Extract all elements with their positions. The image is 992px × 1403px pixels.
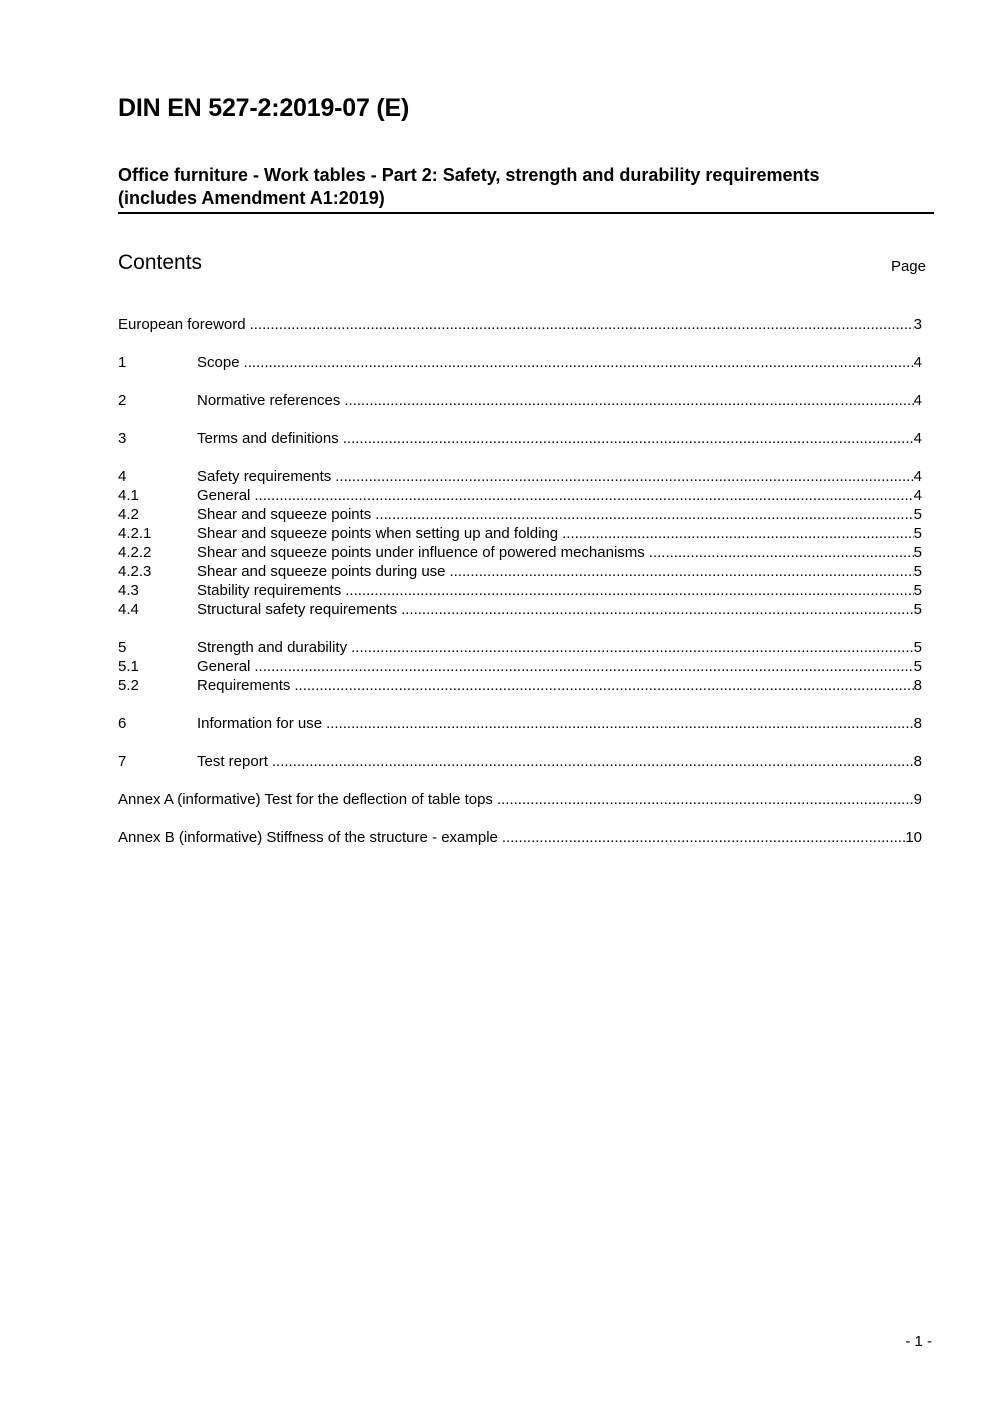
toc-entry[interactable] <box>118 524 922 543</box>
toc-leader-dots <box>254 486 913 505</box>
toc-entry-number: 4.2.3 <box>118 563 152 580</box>
toc-leader-dots <box>401 600 914 619</box>
toc-entry-label: Normative references <box>197 392 341 409</box>
toc-entry-page: 5 <box>913 544 922 561</box>
toc-entry[interactable] <box>118 638 922 657</box>
toc-entry-label: General <box>197 658 251 675</box>
toc-leader-dots <box>345 581 913 600</box>
toc-entry-number: 5.1 <box>118 658 139 675</box>
toc-leader-dots <box>335 467 913 486</box>
toc-entry-label: Stability requirements <box>197 582 342 599</box>
toc-entry[interactable] <box>118 676 922 695</box>
toc-leader-dots <box>351 638 914 657</box>
toc-leader-dots <box>326 714 914 733</box>
toc-entry[interactable] <box>118 353 922 372</box>
toc-entry-label: Annex B (informative) Stiffness of the structure - example <box>118 829 498 846</box>
toc-entry[interactable] <box>118 543 922 562</box>
toc-entry-number: 4.4 <box>118 601 139 618</box>
toc-entry-page: 5 <box>913 639 922 656</box>
toc-entry[interactable] <box>118 657 922 676</box>
toc-entry-label: Annex A (informative) Test for the deflection of table tops <box>118 791 493 808</box>
toc-entry-number: 4 <box>118 468 127 485</box>
toc-leader-dots <box>502 828 905 847</box>
toc-entry-number: 7 <box>118 753 127 770</box>
toc-entry-page: 5 <box>913 525 922 542</box>
toc-entry-page: 4 <box>913 468 922 485</box>
toc-leader-dots <box>344 391 913 410</box>
toc-leader-dots <box>450 562 914 581</box>
toc-entry-number: 4.2.1 <box>118 525 152 542</box>
toc-entry-number: 5.2 <box>118 677 139 694</box>
toc-entry-number: 4.2 <box>118 506 139 523</box>
toc-entry-number: 4.1 <box>118 487 139 504</box>
toc-entry-label: Terms and definitions <box>197 430 339 447</box>
toc-entry-label: Shear and squeeze points <box>197 506 372 523</box>
toc-leader-dots <box>343 429 914 448</box>
document-title <box>118 164 934 214</box>
table-of-contents <box>118 315 922 847</box>
toc-entry[interactable] <box>118 752 922 771</box>
toc-entry-label: Shear and squeeze points under influence of powered mechanisms <box>197 544 645 561</box>
toc-entry-label: Test report <box>197 753 268 770</box>
toc-entry-label: Strength and durability <box>197 639 348 656</box>
toc-entry-label: General <box>197 487 251 504</box>
toc-entry-label: Structural safety requirements <box>197 601 398 618</box>
toc-entry[interactable] <box>118 562 922 581</box>
toc-entry-number: 2 <box>118 392 127 409</box>
page-column-heading: Page <box>890 258 926 275</box>
toc-entry-page: 8 <box>913 677 922 694</box>
toc-entry-page: 8 <box>913 753 922 770</box>
toc-entry-number: 4.3 <box>118 582 139 599</box>
toc-entry[interactable] <box>118 467 922 486</box>
toc-entry-page: 5 <box>913 601 922 618</box>
toc-leader-dots <box>294 676 913 695</box>
toc-leader-dots <box>562 524 914 543</box>
toc-entry[interactable] <box>118 429 922 448</box>
toc-entry-label: Requirements <box>197 677 291 694</box>
toc-entry-number: 5 <box>118 639 127 656</box>
toc-entry-page: 10 <box>905 829 922 846</box>
toc-entry-page: 4 <box>913 487 922 504</box>
toc-entry-label: Shear and squeeze points when setting up and folding <box>197 525 559 542</box>
toc-entry-page: 5 <box>913 563 922 580</box>
toc-entry-page: 5 <box>913 506 922 523</box>
toc-entry-number: 3 <box>118 430 127 447</box>
toc-entry[interactable] <box>118 486 922 505</box>
toc-entry-page: 3 <box>913 316 922 333</box>
page-number: - 1 - <box>905 1333 932 1350</box>
contents-heading: Contents <box>118 251 203 274</box>
toc-entry[interactable] <box>118 600 922 619</box>
toc-entry-page: 8 <box>913 715 922 732</box>
toc-leader-dots <box>244 353 914 372</box>
toc-entry-label: Shear and squeeze points during use <box>197 563 446 580</box>
document-title-line-1: Office furniture - Work tables - Part 2: Safety, strength and durability requirements <box>118 165 820 185</box>
toc-entry-page: 4 <box>913 354 922 371</box>
toc-leader-dots <box>254 657 913 676</box>
toc-entry[interactable] <box>118 391 922 410</box>
toc-entry-number: 4.2.2 <box>118 544 152 561</box>
toc-entry[interactable] <box>118 315 922 334</box>
toc-leader-dots <box>497 790 914 809</box>
toc-entry-number: 6 <box>118 715 127 732</box>
toc-entry-page: 4 <box>913 430 922 447</box>
toc-leader-dots <box>250 315 914 334</box>
toc-entry[interactable] <box>118 828 922 847</box>
toc-entry-page: 5 <box>913 658 922 675</box>
toc-entry[interactable] <box>118 714 922 733</box>
toc-entry[interactable] <box>118 790 922 809</box>
toc-entry-page: 5 <box>913 582 922 599</box>
toc-entry-page: 9 <box>913 791 922 808</box>
toc-entry-label: Information for use <box>197 715 323 732</box>
toc-entry-page: 4 <box>913 392 922 409</box>
toc-leader-dots <box>375 505 913 524</box>
toc-entry-label: European foreword <box>118 316 246 333</box>
toc-leader-dots <box>649 543 914 562</box>
document-id: DIN EN 527-2:2019-07 (E) <box>118 94 410 122</box>
toc-entry-number: 1 <box>118 354 127 371</box>
document-title-line-2: (includes Amendment A1:2019) <box>118 188 385 208</box>
toc-entry-label: Safety requirements <box>197 468 332 485</box>
toc-entry-label: Scope <box>197 354 240 371</box>
toc-entry[interactable] <box>118 505 922 524</box>
toc-leader-dots <box>272 752 914 771</box>
toc-entry[interactable] <box>118 581 922 600</box>
